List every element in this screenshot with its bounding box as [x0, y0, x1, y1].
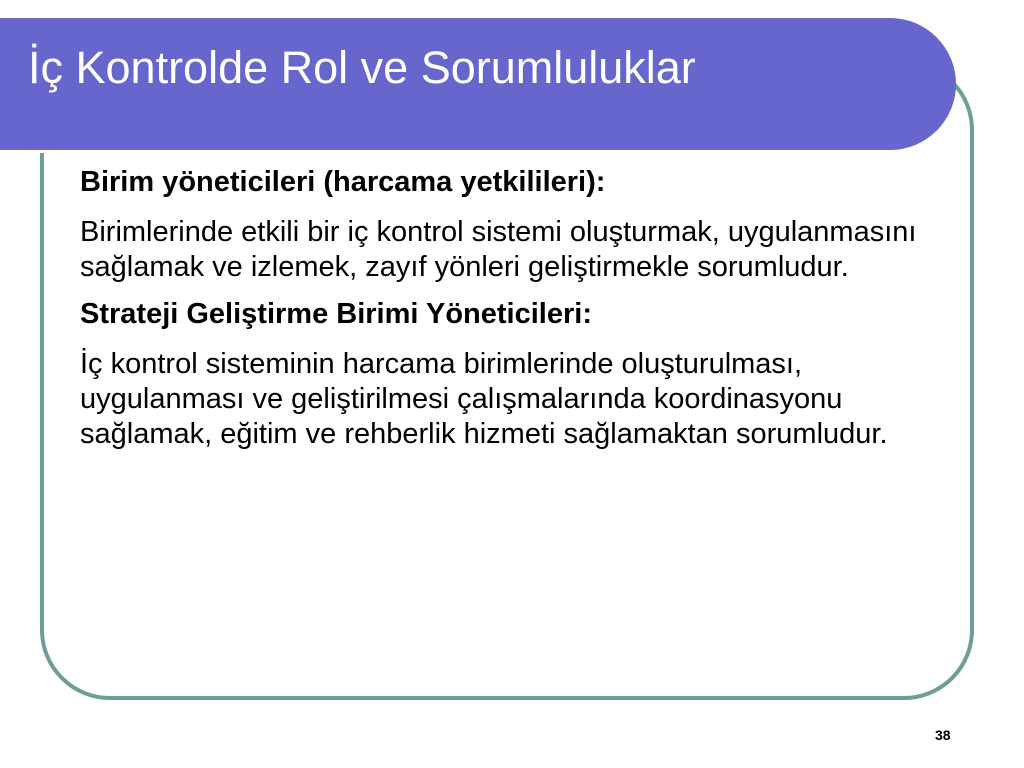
- section-heading-strateji-gelistirme: Strateji Geliştirme Birimi Yöneticileri:: [80, 298, 592, 330]
- slide-body: [80, 165, 940, 464]
- section-heading-birim-yoneticileri: Birim yöneticileri (harcama yetkilileri):: [80, 166, 606, 198]
- section-text-strateji-gelistirme: İç kontrol sisteminin harcama birimlerinde oluşturulması, uygulanması ve geliştirilmesi çalışmalarında koordinasyonu sağlamak, eğitim ve rehberlik hizmeti sağlamaktan sorumludur.: [80, 348, 888, 450]
- slide-title: İç Kontrolde Rol ve Sorumluluklar: [28, 42, 696, 93]
- page-number: 38: [935, 727, 951, 743]
- section-text-birim-yoneticileri: Birimlerinde etkili bir iç kontrol sistemi oluşturmak, uygulanmasını sağlamak ve izlemek, zayıf yönleri geliştirmekle sorumludur.: [80, 216, 917, 283]
- title-underline: [0, 150, 905, 153]
